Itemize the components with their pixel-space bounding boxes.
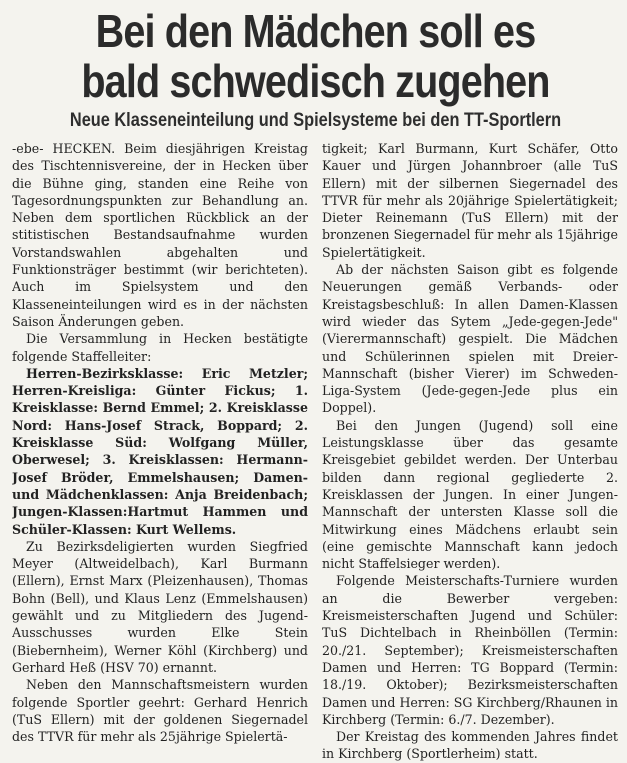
left-column — [12, 140, 308, 763]
staffelleiter-list-text: Herren-Bezirksklasse: Eric Metzler; Herren-Kreisliga: Günter Fickus; 1. Kreisklasse: Bernd Emmel; 2. Kreisklasse Nord: Hans-Josef Strack, Boppard; 2. Kreisklasse Süd: Wolfgang Müller, Oberwesel; 3. Kreisklassen: Hermann-Josef Bröder, Emmelshausen; Damen- und Mädchenklassen: Anja Breidenbach; Jungen-Klassen:Hartmut Hammen und Schüler-Klassen: Kurt Wellems. — [12, 365, 308, 537]
paragraph-delegates: Zu Bezirksdeligierten wurden Siegfried Meyer (Altweidelbach), Karl Burmann (Ellern), Ernst Marx (Pleizenhausen), Thomas Bohn (Bell), und Klaus Lenz (Emmelshausen) gewählt und zu Mitgliedern des Jugend-Ausschusses wurden Elke Stein (Biebernheim), Werner Köhl (Kirchberg) und Gerhard Heß (HSV 70) ernannt. — [12, 538, 308, 675]
right-column — [322, 140, 618, 763]
paragraph-tournaments: Folgende Meisterschafts-Turniere wurden an die Bewerber vergeben: Kreismeisterschaften Jugend und Schüler: TuS Dichtelbach in Rheinböllen (Termin: 20./21. September); Kreismeisterschaften Damen und Herren: TG Boppard (Termin: 18./19. Oktober); Bezirksmeisterschaften Damen und Herren: SG Kirchberg/Rhaunen in Kirchberg (Termin: 6./7. Dezember). — [322, 573, 618, 727]
paragraph-youth: Bei den Jungen (Jugend) soll eine Leistungsklasse über das gesamte Kreisgebiet gebildet werden. Der Unterbau bilden dann regional gegliederte 2. Kreisklassen der Jungen. In einer Jungen-Mannschaft der untersten Klasse soll die Mitwirkung eines Mädchens erlaubt sein (eine gemischte Mannschaft kann jedoch nicht Staffelsieger werden). — [322, 417, 618, 572]
paragraph-honors: Neben den Mannschaftsmeistern wurden folgende Sportler geehrt: Gerhard Henrich (TuS Ellern) mit der goldenen Siegernadel des TTVR für mehr als 25jährige Spielertä- — [12, 677, 308, 745]
headline — [54, 6, 576, 106]
paragraph-staffelleiter-list — [12, 365, 308, 538]
headline-line-1: Bei den Mädchen soll es — [95, 5, 536, 57]
paragraph-innovations: Ab der nächsten Saison gibt es folgende Neuerungen gemäß Verbands- oder Kreistagsbeschluß: In allen Damen-Klassen wird wieder das Sytem „Jede-gegen-Jede" (Vierermannschaft) gespielt. Die Mädchen und Schülerinnen spielen mit Dreier-Mannschaft (bisher Vierer) im Schweden-Liga-System (Jede-gegen-Jede plus ein Doppel). — [322, 262, 618, 416]
article-body — [12, 140, 619, 763]
paragraph-intro: -ebe- HECKEN. Beim diesjährigen Kreistag des Tischtennisvereine, der in Hecken über die Bühne ging, standen eine Reihe von Tagesordnungspunkten zur Behandlung an. Neben dem sportlichen Rückblick an der stitistischen Bestandsaufnahme wurden Vorstandswahlen abgehalten und Funktionsträger bestimmt (wir berichteten). Auch im Spielsystem und den Klasseneinteilungen wird es in der nächsten Saison Änderungen geben. — [12, 141, 308, 329]
headline-line-2: bald schwedisch zugehen — [81, 55, 550, 107]
paragraph-staffelleiter-intro: Die Versammlung in Hecken bestätigte folgende Staffelleiter: — [12, 331, 308, 364]
paragraph-next-kreistag: Der Kreistag des kommenden Jahres findet in Kirchberg (Sportlerheim) statt. — [322, 729, 618, 762]
paragraph-honors-cont: tigkeit; Karl Burmann, Kurt Schäfer, Otto Kauer und Jürgen Johannbroer (alle TuS Ellern) mit der silbernen Siegernadel des TTVR für mehr als 20jährige Spielertätigkeit; Dieter Reinemann (TuS Ellern) mit der bronzenen Siegernadel für mehr als 15jährige Spielertätigkeit. — [322, 141, 618, 260]
subheadline: Neue Klasseneinteilung und Spielsysteme bei den TT-Sportlern — [69, 110, 562, 131]
